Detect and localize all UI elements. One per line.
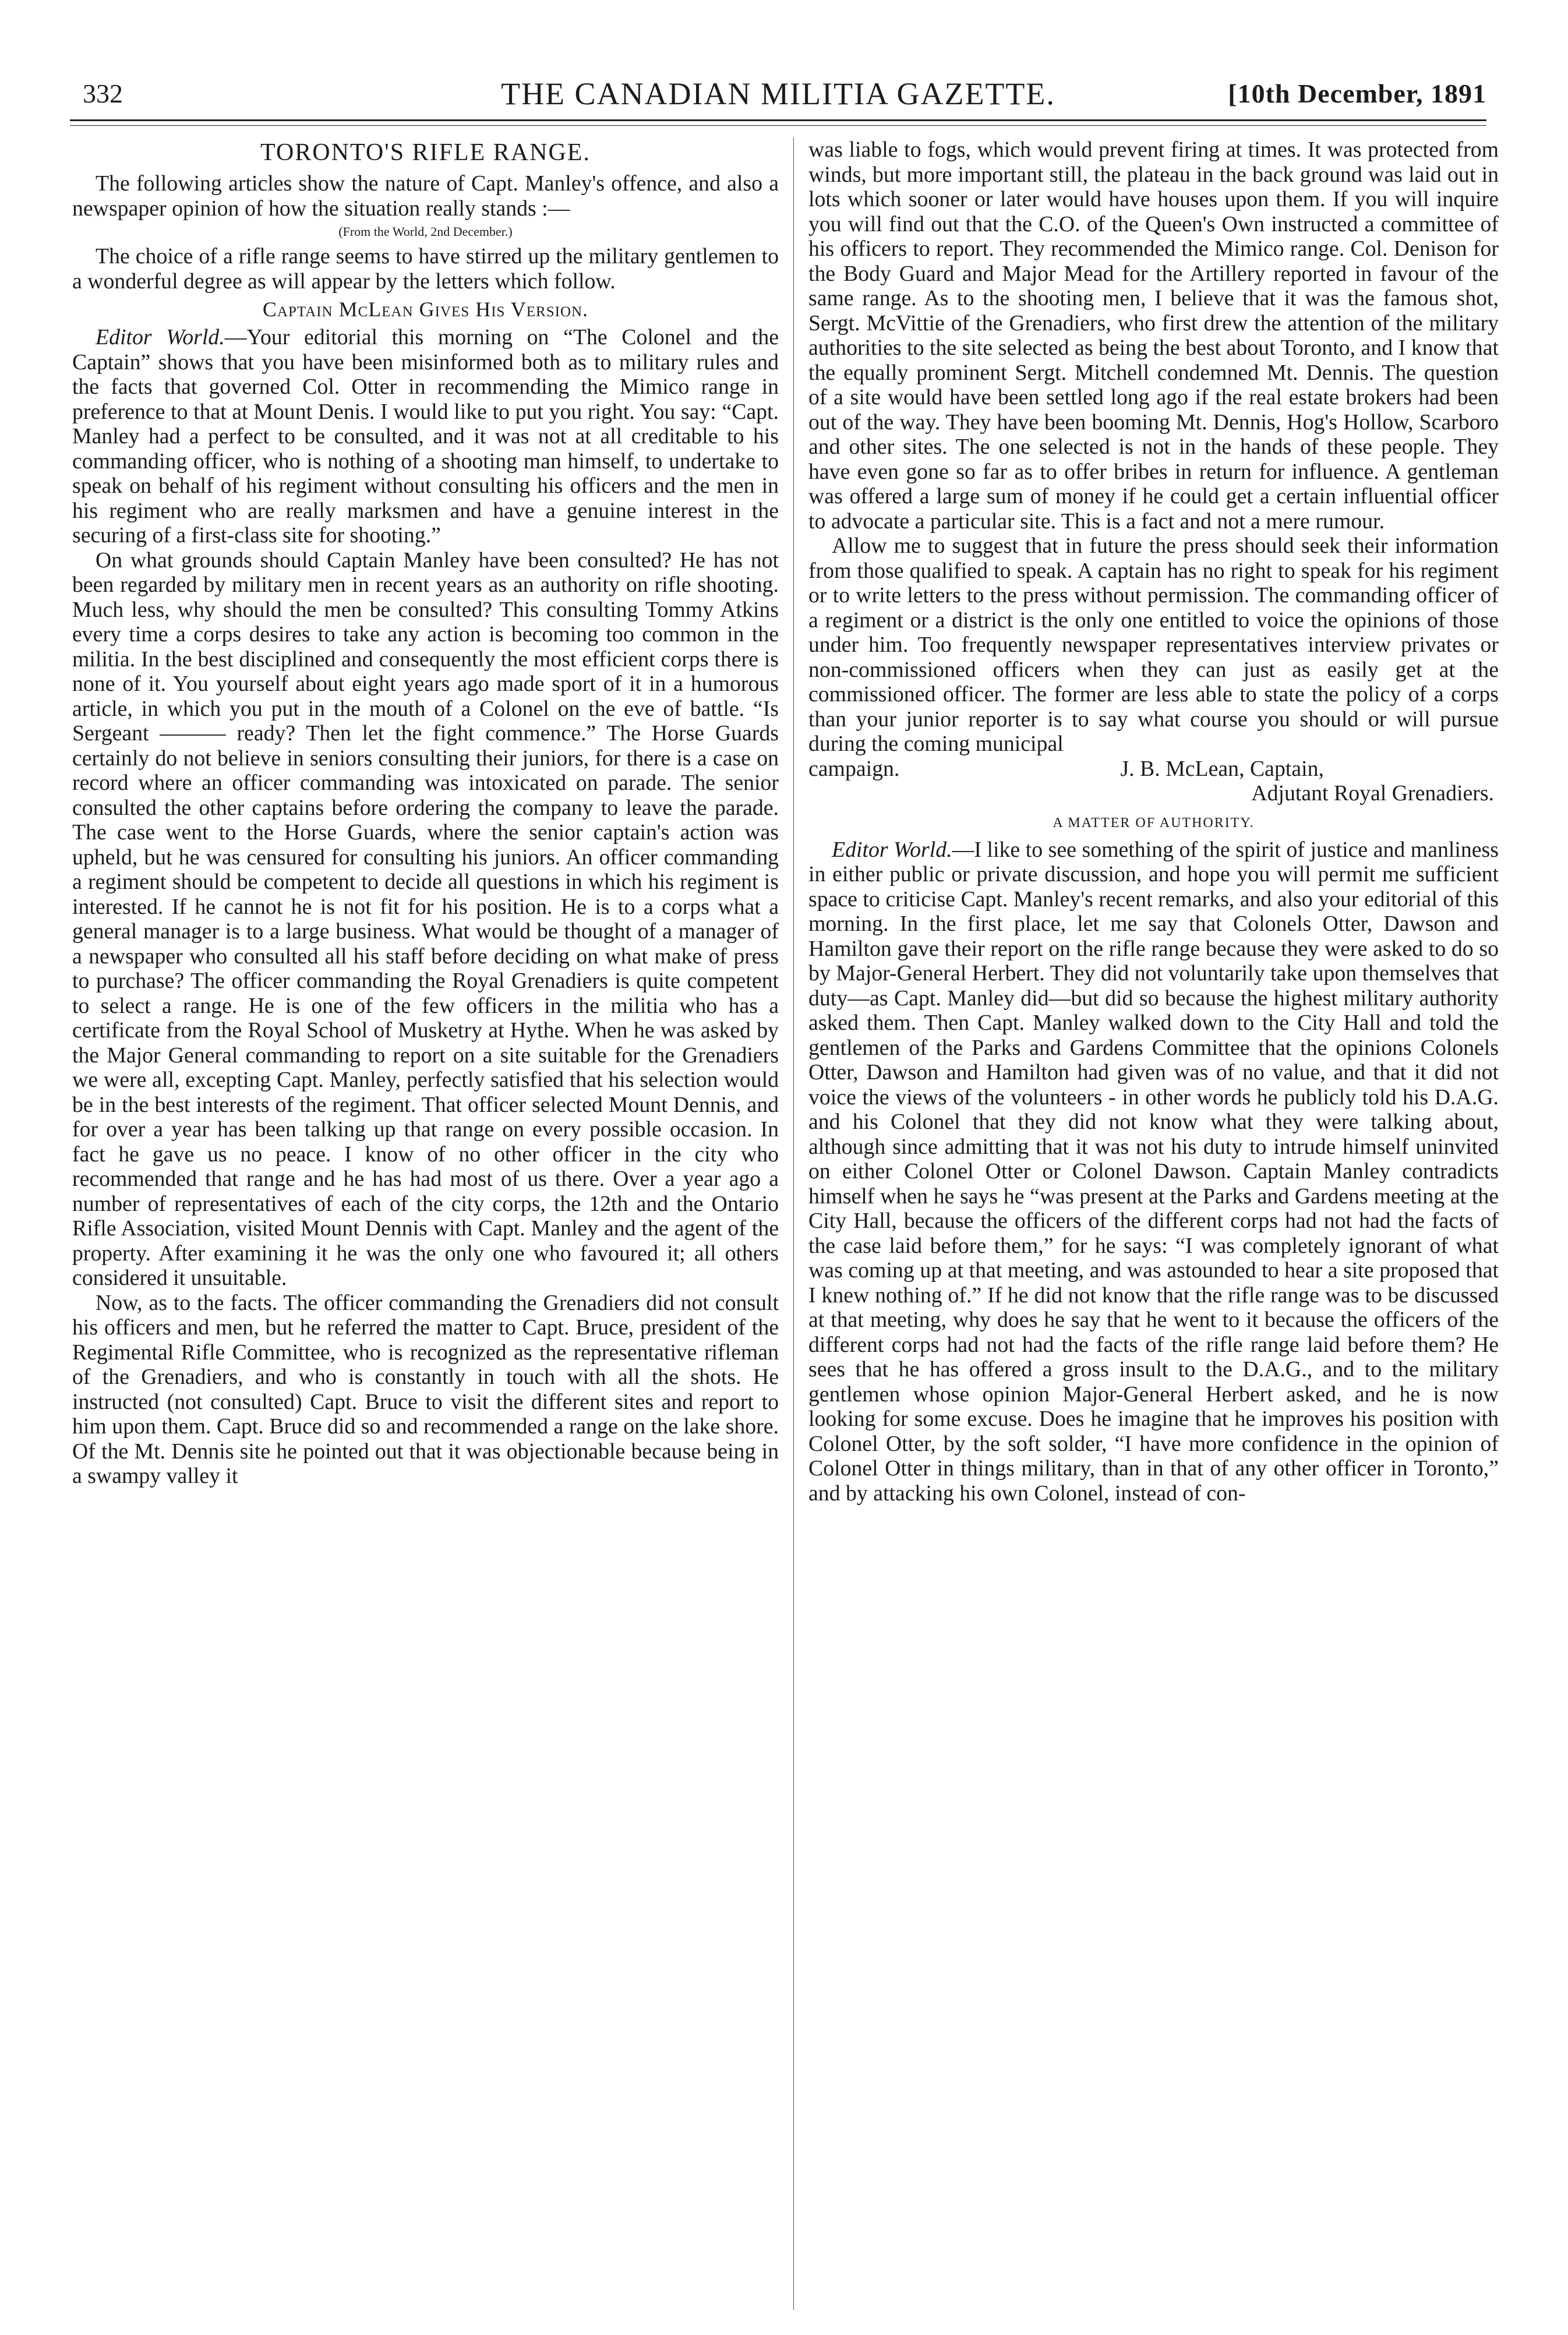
column-divider: [793, 137, 794, 2310]
issue-date: [10th December, 1891: [1228, 79, 1486, 108]
letter1-paragraph-1: [72, 325, 779, 548]
letter2-paragraph-1: [808, 838, 1499, 1506]
article-intro: The following articles show the nature of Capt. Manley's offence, and also a newspaper opinion of how the situation really stands :—: [72, 171, 779, 221]
letter1-paragraph-3-continued: was liable to fogs, which would prevent firing at times. It was protected from winds, but more important still, the plateau in the back ground was laid out in lots which sooner or later would have houses upon them. If you will inquire you will find out that the C.O. of the Queen's Own instructed a committee of his officers to report. They recommended the Mimico range. Col. Denison for the Body Guard and Major Mead for the Artillery reported in favour of the same range. As to the shooting men, I believe that it was the famous shot, Sergt. McVittie of the Grenadiers, who first drew the attention of the military authorities to the site selected as being the best about Toronto, and I know that the equally prominent Sergt. Mitchell condemned Mt. Dennis. The question of a site would have been settled long ago if the real estate brokers had been out of the way. They have been booming Mt. Dennis, Hog's Hollow, Scarboro and other sites. The one selected is not in the hands of these people. They have even gone so far as to offer bribes in return for influence. A gentleman was offered a large sum of money if he could get a certain influential officer to advocate a particular site. This is a fact and not a mere rumour.: [808, 137, 1499, 534]
letter1-paragraph-2: On what grounds should Captain Manley have been consulted? He has not been regarded by military men in recent years as an authority on rifle shooting. Much less, why should the men be consulted? This consulting Tommy Atkins every time a corps desires to take any action is becoming too common in the militia. In the best disciplined and consequently the most efficient corps there is none of it. You yourself about eight years ago made sport of it in a humorous article, in which you put in the mouth of a Colonel on the eve of battle. “Is Sergeant ——— ready? Then let the fight commence.” The Horse Guards certainly do not believe in seniors consulting their juniors, for there is a case on record where an officer commanding was intoxicated on parade. The senior consulted the other captains before ordering the company to leave the parade. The case went to the Horse Guards, where the senior captain's action was upheld, but he was censured for consulting his juniors. An officer commanding a regiment should be competent to decide all questions in which his regiment is interested. If he cannot he is not fit for his position. He is to a corps what a general manager is to a large business. What would be thought of a manager of a newspaper who consulted all his staff before deciding on what make of press to purchase? The officer commanding the Royal Grenadiers is quite competent to select a range. He is one of the few officers in the militia who has a certificate from the Royal School of Musketry at Hythe. When he was asked by the Major General commanding to report on a site suitable for the Grenadiers we were all, excepting Capt. Manley, perfectly satisfied that his selection would be in the best interests of the regiment. That officer selected Mount Dennis, and for over a year has been talking up that range on every possible occasion. In fact he gave us no peace. I know of no other officer in the city who recommended that range and he has had most of us there. Over a year ago a number of representatives of each of the city corps, the 12th and the Ontario Rifle Association, visited Mount Dennis with Capt. Manley and the agent of the property. After examining it he was the only one who favoured it; all others considered it unsuitable.: [72, 547, 779, 1290]
header-rule-thick: [70, 119, 1486, 121]
page-header: [70, 64, 1486, 116]
letter1-signature-block: [808, 757, 1499, 806]
letter1-p1-text: —Your editorial this morning on “The Colonel and the Captain” shows that you have been misinformed both as to military rules and the facts that governed Col. Otter in recommending the Mimico range in preference to that at Mount Denis. I would like to put you right. You say: “Capt. Manley had a perfect to be consulted, and it was not at all creditable to his commanding officer, who is nothing of a shooting man himself, to undertake to speak on behalf of his regiment without consulting his officers and the men in his regiment who are really marksmen and have a genuine interest in the securing of a first-class site for shooting.”: [72, 325, 779, 547]
letter1-signature-title: Adjutant Royal Grenadiers.: [1251, 781, 1494, 806]
letter1-paragraph-3: Now, as to the facts. The officer commanding the Grenadiers did not consult his officers and men, but he referred the matter to Capt. Bruce, president of the Regimental Rifle Committee, who is recognized as the representative rifleman of the Grenadiers, and who is constantly in touch with all the shots. He instructed (not consulted) Capt. Bruce to visit the different sites and report to him upon them. Capt. Bruce did so and recommended a range on the lake shore. Of the Mt. Dennis site he pointed out that it was objectionable because being in a swampy valley it: [72, 1290, 779, 1488]
letter1-heading: Captain McLean Gives His Version.: [262, 298, 589, 321]
letter2-heading: A MATTER OF AUTHORITY.: [1053, 815, 1255, 831]
letter1-salutation: Editor World.: [96, 325, 225, 349]
article-lead: The choice of a rifle range seems to have stirred up the military gentlemen to a wonderful degree as will appear by the letters which follow.: [72, 244, 779, 294]
right-column: [808, 137, 1499, 1506]
letter1-closing-word: campaign.: [808, 756, 900, 781]
publication-title: THE CANADIAN MILITIA GAZETTE.: [501, 76, 1055, 111]
page-number: 332: [83, 79, 123, 108]
letter1-signature: J. B. McLean, Captain,: [1120, 756, 1324, 781]
letter1-paragraph-4: Allow me to suggest that in future the press should seek their information from those qualified to speak. A captain has no right to speak for his regiment or to write letters to the press without permission. The commanding officer of a regiment or a district is the only one entitled to voice the opinions of those under him. Too frequently newspaper representatives interview privates or non-commissioned officers when they can just as easily get at the commissioned officer. The former are less able to state the policy of a corps than your junior reporter is to say what course you should or will pursue during the coming municipal: [808, 534, 1499, 756]
left-column: [72, 137, 779, 1489]
letter2-p1-text: —I like to see something of the spirit of justice and manliness in either public or private discussion, and hope you will permit me sufficient space to criticise Capt. Manley's recent remarks, and also your editorial of this morning. In the first place, let me say that Colonels Otter, Dawson and Hamilton gave their report on the rifle range because they were asked to do so by Major-General Herbert. They did not voluntarily take upon themselves that duty—as Capt. Manley did—but did so because the highest military authority asked them. Then Capt. Manley walked down to the City Hall and told the gentlemen of the Parks and Gardens Committee that the opinions Colonels Otter, Dawson and Hamilton had given was of no value, and that it did not voice the views of the volunteers - in other words he publicly told his D.A.G. and his Colonel that they did not know what they were talking about, although since admitting that it was not his duty to intrude himself uninvited on either Colonel Otter or Colonel Dawson. Captain Manley contradicts himself when he says he “was present at the Parks and Gardens meeting at the City Hall, because the officers of the different corps had not had the facts of the case laid before them,” for he says: “I was completely ignorant of what was coming up at that meeting, and was astounded to hear a site proposed that I knew nothing of.” If he did not know that the rifle range was to be discussed at that meeting, why does he say that he went to it because the officers of the different corps had not had the facts of the rifle range laid before them? He sees that he has offered a gross insult to the D.A.G., and to the military gentlemen whose opinion Major-General Herbert asked, and he is now looking for some excuse. Does he imagine that he improves his position with Colonel Otter, by the soft solder, “I have more confidence in the opinion of Colonel Otter in things military, than in that of any other officer in Toronto,” and by attacking his own Colonel, instead of con-: [808, 837, 1499, 1506]
header-rule-thin: [70, 125, 1486, 126]
article-source: (From the World, 2nd December.): [338, 224, 513, 239]
article-title: TORONTO'S RIFLE RANGE.: [260, 139, 591, 166]
letter2-salutation: Editor World.: [832, 837, 952, 862]
